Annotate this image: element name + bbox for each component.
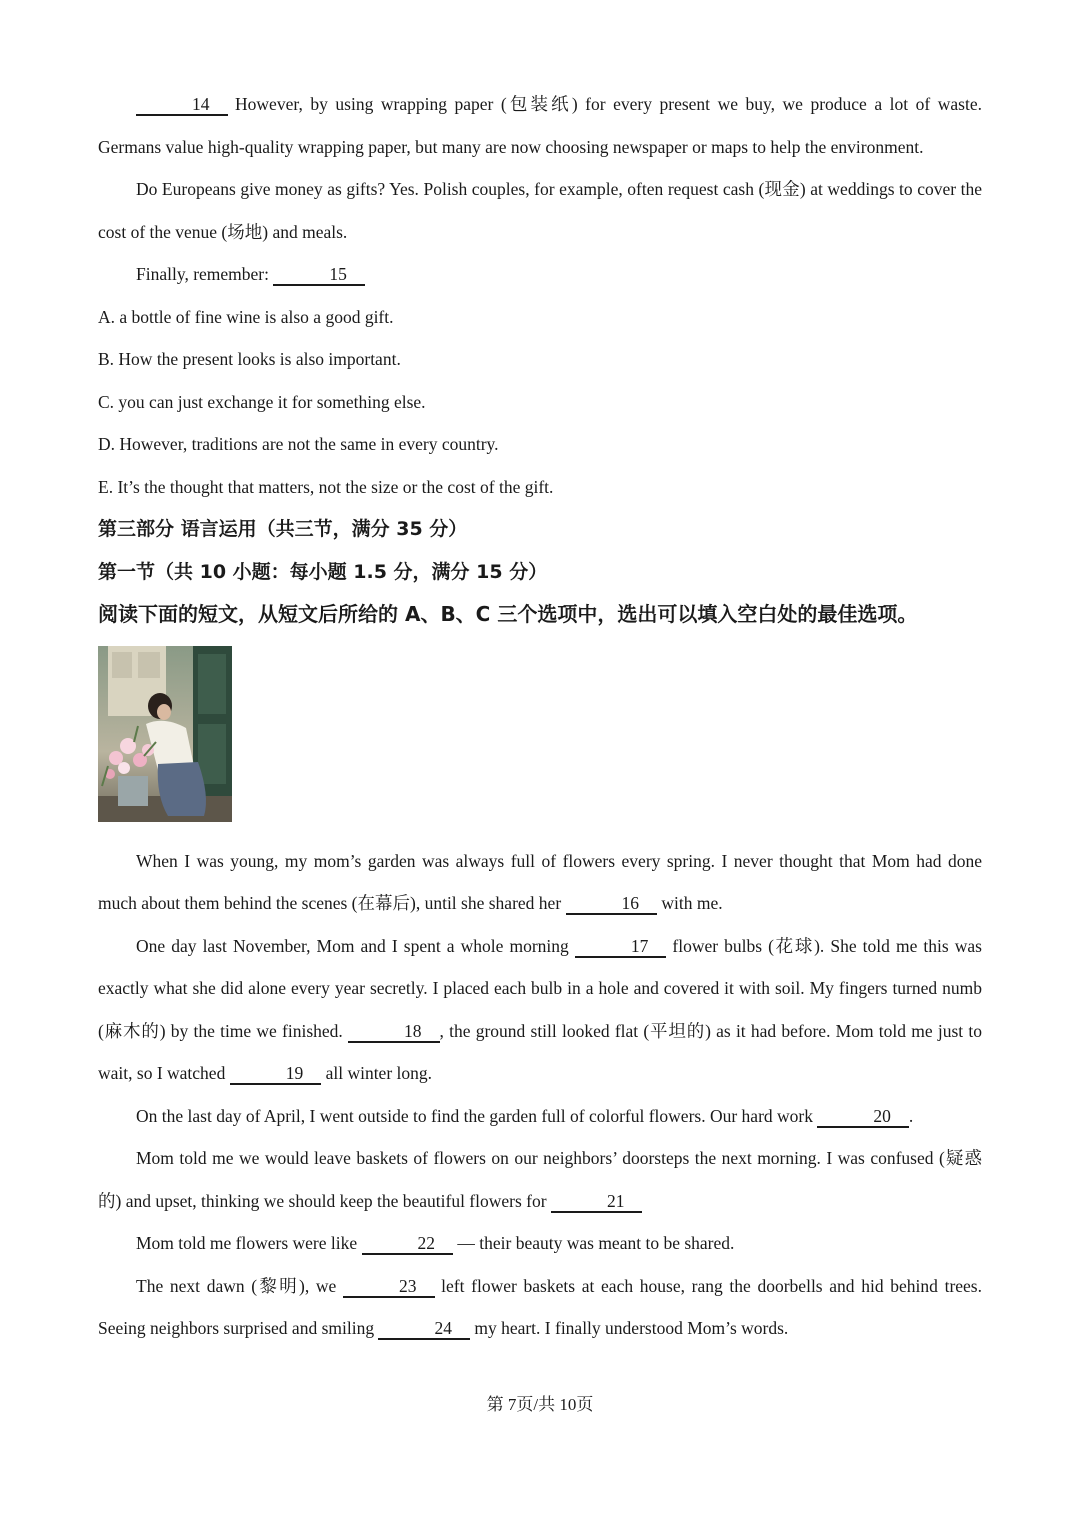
option-e: E. It’s the thought that matters, not the size or the cost of the gift. [98,476,554,497]
paragraph-14: 14 However, by using wrapping paper (包装纸) for every present we buy, we produce a lot of waste. Germans value high-quality wrapping paper, but many are now choosing newspaper or maps to help the environment. [98,94,982,157]
option-a: A. a bottle of fine wine is also a good gift. [98,306,394,327]
paragraph-gifts-money: Do Europeans give money as gifts? Yes. Polish couples, for example, often request cash (现金) at weddings to cover the cost of the venue (场地) and meals. [98,179,982,242]
instruction: 阅读下面的短文，从短文后所给的 A、B、C 三个选项中，选出可以填入空白处的最佳选项。 [98,602,918,626]
passage-paragraph-3: On the last day of April, I went outside to find the garden full of colorful flowers. Our hard work 20 . [136,1105,914,1126]
subsection-title: 第一节（共 10 小题：每小题 1.5 分，满分 15 分） [98,560,548,583]
blank-23: 23 [343,1276,435,1298]
woman-arranging-flowers-photo [98,646,232,822]
blank-15: 15 [273,264,365,286]
option-c: C. you can just exchange it for something else. [98,391,426,412]
passage-paragraph-4: Mom told me we would leave baskets of flowers on our neighbors’ doorsteps the next morning. I was confused (疑惑的) and upset, thinking we should keep the beautiful flowers for 21 [98,1148,982,1211]
blank-18: 18 [348,1021,440,1043]
passage-paragraph-1: When I was young, my mom’s garden was always full of flowers every spring. I never thought that Mom had done much about them behind the scenes (在幕后), until she shared her 16 with me. [98,850,982,913]
passage-paragraph-5: Mom told me flowers were like 22 — their beauty was meant to be shared. [136,1233,735,1253]
page-content [98,83,982,1350]
blank-21: 21 [551,1191,643,1213]
blank-20: 20 [817,1106,909,1128]
page-footer: 第 7页/共 10页 [486,1395,594,1414]
passage-paragraph-2: One day last November, Mom and I spent a whole morning 17 flower bulbs (花球). She told me this was exactly what she did alone every year secretly. I placed each bulb in a hole and covered it with soil. My fingers turned numb (麻木的) by the time we finished. 18 , the ground still looked flat (平坦的) as it had before. Mom told me just to wait, so I watched 19 all winter long. [98,935,982,1083]
blank-24: 24 [378,1318,470,1340]
passage-paragraph-6: The next dawn (黎明), we 23 left flower baskets at each house, rang the doorbells and hid behind trees. Seeing neighbors surprised and smiling 24 my heart. I finally understood Mom’s words. [98,1275,982,1338]
section-title: 第三部分 语言运用（共三节，满分 35 分） [98,518,468,540]
blank-16: 16 [566,893,658,915]
blank-22: 22 [362,1233,454,1255]
option-b: B. How the present looks is also important. [98,349,401,369]
option-d: D. However, traditions are not the same in every country. [98,434,499,454]
blank-14: 14 [136,94,228,116]
paragraph-15: Finally, remember: 15 [98,253,982,296]
blank-17: 17 [575,936,667,958]
blank-19: 19 [230,1063,322,1085]
